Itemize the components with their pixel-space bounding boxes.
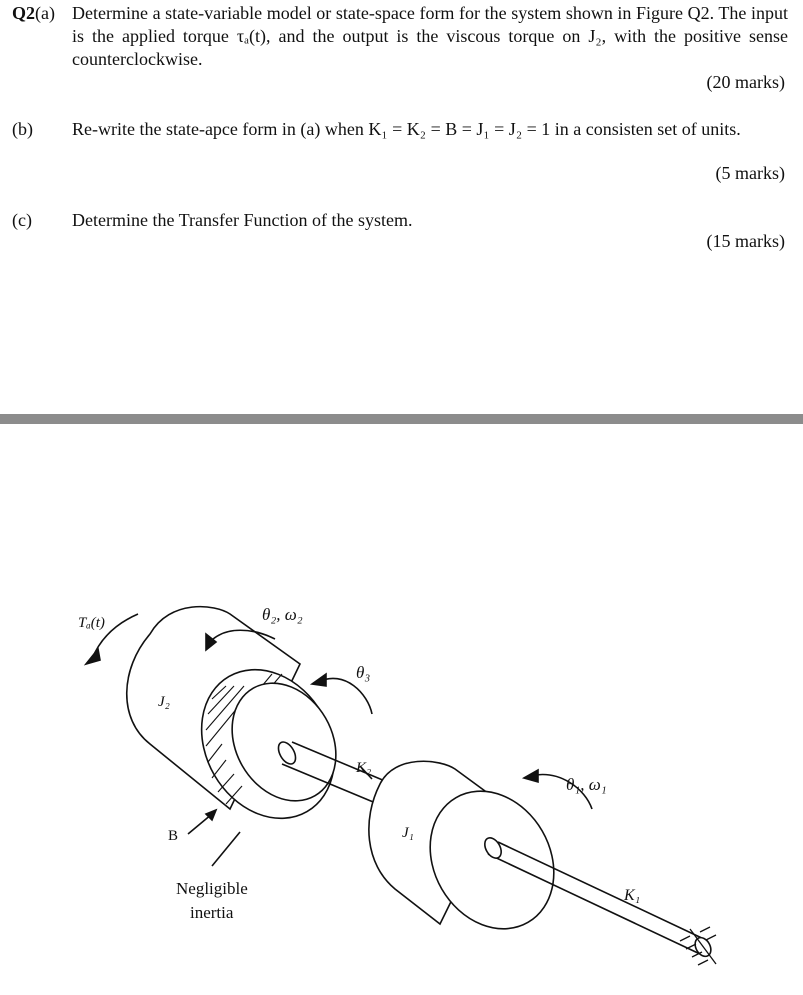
torque-label: Tₐ(t) [78,615,105,631]
theta2-label: θ₂, ω₂ [262,605,303,624]
k2-label: K₂ [356,760,372,776]
negligible-leader [212,832,240,866]
question-text-c: Determine the Transfer Function of the system. [72,210,413,230]
torque-arrowhead [86,649,100,664]
theta3-arrowhead [312,674,326,686]
question-label-b: (b) [12,119,33,139]
theta1-label: θ₁, ω₁ [566,775,607,794]
marks-a: (20 marks) [706,72,785,92]
marks-c: (15 marks) [706,231,785,251]
section-divider [0,414,803,424]
j1-label: J₁ [402,825,414,841]
question-label-c: (c) [12,210,32,230]
k1-label: K₁ [624,887,641,904]
negligible-label: Negligible [176,879,248,898]
figure-q2 [0,424,803,995]
inertia-label: inertia [190,903,234,922]
question-text-a: Determine a state-variable model or state-space form for the system shown in Figure Q2. The input is the applied torque τₐ(t), and the output is the viscous torque on J₂, with the positive sense counterclockwise. [72,3,788,69]
b-label: B [168,828,179,844]
theta1-arrowhead [524,770,538,782]
marks-b: (5 marks) [715,163,785,183]
theta3-label: θ₃ [356,663,371,682]
question-text-b: Re-write the state-apce form in (a) when K₁ = K₂ = B = J₁ = J₂ = 1 in a consisten set of units. [72,119,741,139]
question-label-a: Q2(a) [12,3,55,23]
j2-label: J₂ [158,694,170,710]
